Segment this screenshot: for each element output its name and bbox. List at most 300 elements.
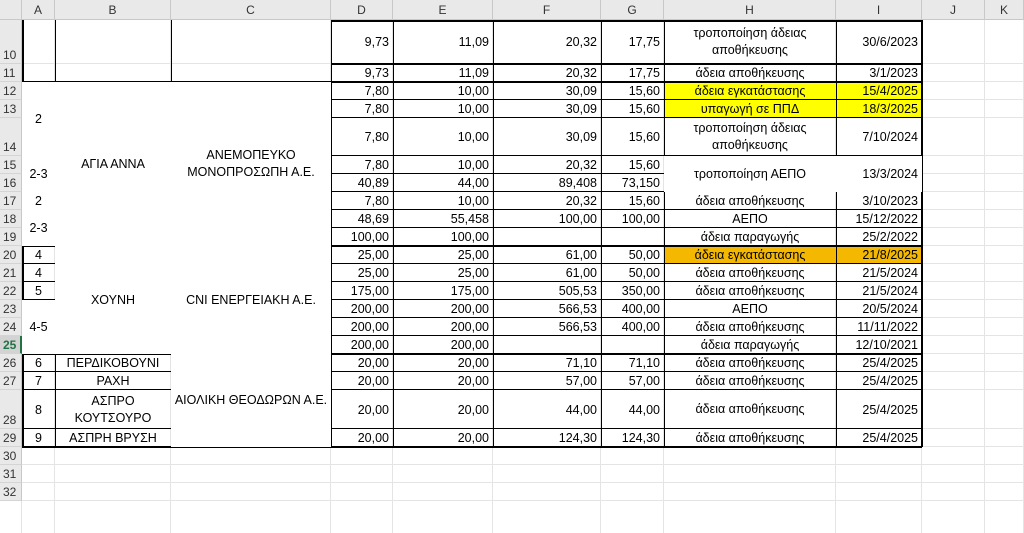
row-header-13[interactable]: 13 <box>0 100 22 118</box>
cell-d23[interactable]: 200,00 <box>350 302 389 316</box>
border-h <box>836 371 922 372</box>
cell-d15[interactable]: 7,80 <box>364 158 389 172</box>
cell-e23[interactable]: 200,00 <box>450 302 489 316</box>
border-h <box>493 317 601 318</box>
cell-e24[interactable]: 200,00 <box>450 320 489 334</box>
merged-cell-b20-b25[interactable]: ΧΟΥΝΗ <box>55 246 171 354</box>
border-h <box>664 281 836 282</box>
cell-i20[interactable]: 21/8/2025 <box>836 246 922 264</box>
cell-a21[interactable]: 4 <box>35 266 42 280</box>
border-h <box>601 173 664 174</box>
merged-cell-a15-a16[interactable]: 2-3 <box>22 156 55 192</box>
cell-g24[interactable]: 400,00 <box>621 320 660 334</box>
border-h <box>601 371 664 372</box>
border-h <box>664 428 836 429</box>
cell-g27[interactable]: 57,00 <box>628 374 660 388</box>
cell-e16[interactable]: 44,00 <box>457 176 489 190</box>
row-header-10[interactable]: 10 <box>0 20 22 64</box>
row-header-21[interactable]: 21 <box>0 264 22 282</box>
border-h <box>493 353 601 355</box>
row-header-27[interactable]: 27 <box>0 372 22 390</box>
border-h <box>22 371 55 372</box>
cell-g21[interactable]: 50,00 <box>628 266 660 280</box>
border-h <box>393 335 493 336</box>
cell-h21[interactable]: άδεια αποθήκευσης <box>695 266 805 280</box>
row-header-12[interactable]: 12 <box>0 82 22 100</box>
cell-f24[interactable]: 566,53 <box>558 320 597 334</box>
cell-i18[interactable]: 15/12/2022 <box>855 212 918 226</box>
border-h <box>331 389 393 390</box>
cell-d29[interactable]: 20,00 <box>357 431 389 445</box>
border-h <box>836 209 922 210</box>
cell-e18[interactable]: 55,458 <box>450 212 489 226</box>
border-h <box>664 227 836 228</box>
border-h <box>836 317 922 318</box>
gridline-horizontal <box>0 464 1024 465</box>
border-h <box>331 263 393 264</box>
cell-i28[interactable]: 25/4/2025 <box>862 402 918 417</box>
cell-a26[interactable]: 6 <box>35 356 42 370</box>
border-h <box>601 99 664 100</box>
cell-h18[interactable]: ΑΕΠΟ <box>732 212 768 226</box>
border-h <box>393 389 493 390</box>
cell-i22[interactable]: 21/5/2024 <box>862 284 918 298</box>
border-h <box>393 371 493 372</box>
cell-g13[interactable]: 15,60 <box>628 102 660 116</box>
border-h <box>331 173 393 174</box>
row-header-32[interactable]: 32 <box>0 483 22 501</box>
border-h <box>393 63 493 65</box>
border-h <box>331 353 393 355</box>
cell-g18[interactable]: 100,00 <box>621 212 660 226</box>
cell-h17[interactable]: άδεια αποθήκευσης <box>695 194 805 208</box>
border-h <box>836 63 922 65</box>
cell-f14[interactable]: 30,09 <box>565 130 597 144</box>
border-h <box>331 99 393 100</box>
cell-h20[interactable]: άδεια εγκατάστασης <box>664 246 836 264</box>
cell-h14[interactable]: τροποποίηση άδειας αποθήκευσης <box>693 121 807 152</box>
cell-i24[interactable]: 11/11/2022 <box>857 320 918 334</box>
border-h <box>393 155 493 156</box>
border-h <box>331 209 393 210</box>
border-h <box>55 389 171 390</box>
border-h <box>393 81 493 83</box>
row-header-11[interactable]: 11 <box>0 64 22 82</box>
row-header-28[interactable]: 28 <box>0 390 22 429</box>
cell-h29[interactable]: άδεια αποθήκευσης <box>695 431 805 445</box>
cell-i10[interactable]: 30/6/2023 <box>862 35 918 49</box>
border-h <box>493 389 601 390</box>
cell-f11[interactable]: 20,32 <box>565 66 597 80</box>
column-header-a[interactable]: A <box>22 0 55 20</box>
border-h <box>601 428 664 429</box>
cell-g20[interactable]: 50,00 <box>628 248 660 262</box>
border-v <box>664 20 665 447</box>
cell-d21[interactable]: 25,00 <box>357 266 389 280</box>
cell-f28[interactable]: 44,00 <box>565 402 597 417</box>
cell-g16[interactable]: 73,150 <box>621 176 660 190</box>
cell-i26[interactable]: 25/4/2025 <box>862 356 918 370</box>
border-h <box>836 446 922 448</box>
row-header-24[interactable]: 24 <box>0 318 22 336</box>
cell-h25[interactable]: άδεια παραγωγής <box>700 338 800 352</box>
border-h <box>331 299 393 300</box>
border-v <box>393 20 394 447</box>
cell-d13[interactable]: 7,80 <box>364 102 389 116</box>
cell-d27[interactable]: 20,00 <box>357 374 389 388</box>
cell-g15[interactable]: 15,60 <box>628 158 660 172</box>
border-h <box>393 299 493 300</box>
cell-d14[interactable]: 7,80 <box>364 130 389 144</box>
border-h <box>331 428 393 429</box>
cell-d28[interactable]: 20,00 <box>357 402 389 417</box>
border-h <box>331 317 393 318</box>
border-h <box>493 446 601 448</box>
cell-h13[interactable]: υπαγωγή σε ΠΠΔ <box>664 100 836 118</box>
border-top <box>331 20 922 22</box>
cell-f21[interactable]: 61,00 <box>565 266 597 280</box>
border-h <box>22 428 55 429</box>
column-header-j[interactable]: J <box>922 0 985 20</box>
merged-cell-a17[interactable]: 2 <box>22 192 55 210</box>
cell-g17[interactable]: 15,60 <box>628 194 660 208</box>
row-header-29[interactable]: 29 <box>0 429 22 447</box>
cell-i29[interactable]: 25/4/2025 <box>862 431 918 445</box>
cell-i11[interactable]: 3/1/2023 <box>869 66 918 80</box>
border-h <box>331 446 393 448</box>
border-h <box>601 335 664 336</box>
cell-f10[interactable]: 20,32 <box>565 35 597 49</box>
cell-g23[interactable]: 400,00 <box>621 302 660 316</box>
column-header-b[interactable]: B <box>55 0 171 20</box>
border-h <box>22 389 55 390</box>
cell-h26[interactable]: άδεια αποθήκευσης <box>695 356 805 370</box>
cell-g10[interactable]: 17,75 <box>628 35 660 49</box>
cell-d12[interactable]: 7,80 <box>364 84 389 98</box>
cell-i12[interactable]: 15/4/2025 <box>836 82 922 100</box>
select-all-corner[interactable] <box>0 0 22 20</box>
cell-f20[interactable]: 61,00 <box>565 248 597 262</box>
cell-g11[interactable]: 17,75 <box>628 66 660 80</box>
border-h <box>55 371 171 372</box>
border-h <box>664 81 836 83</box>
cell-f29[interactable]: 124,30 <box>558 431 597 445</box>
border-h <box>601 63 664 65</box>
border-h <box>664 117 836 118</box>
cell-d25[interactable]: 200,00 <box>350 338 389 352</box>
border-h <box>664 245 836 247</box>
row-header-15[interactable]: 15 <box>0 156 22 174</box>
border-h <box>493 299 601 300</box>
border-h <box>493 155 601 156</box>
cell-f18[interactable]: 100,00 <box>558 212 597 226</box>
cell-h23[interactable]: ΑΕΠΟ <box>732 302 768 316</box>
border-h <box>493 209 601 210</box>
cell-i23[interactable]: 20/5/2024 <box>862 302 918 316</box>
cell-e13[interactable]: 10,00 <box>457 102 489 116</box>
border-h <box>393 99 493 100</box>
border-h <box>393 173 493 174</box>
cell-h12[interactable]: άδεια εγκατάστασης <box>664 82 836 100</box>
cell-i21[interactable]: 21/5/2024 <box>862 266 918 280</box>
cell-d16[interactable]: 40,89 <box>357 176 389 190</box>
cell-a29[interactable]: 9 <box>35 431 42 445</box>
border-h <box>393 428 493 429</box>
border-h <box>493 263 601 264</box>
row-header-26[interactable]: 26 <box>0 354 22 372</box>
border-h <box>836 245 922 247</box>
border-h <box>493 227 601 228</box>
cell-b29[interactable]: ΑΣΠΡΗ ΒΡΥΣΗ <box>69 431 157 445</box>
cell-e25[interactable]: 200,00 <box>450 338 489 352</box>
border-h <box>493 173 601 174</box>
border-h <box>836 99 922 100</box>
cell-e19[interactable]: 100,00 <box>450 230 489 244</box>
cell-i13[interactable]: 18/3/2025 <box>836 100 922 118</box>
border-h <box>664 353 836 355</box>
row-header-18[interactable]: 18 <box>0 210 22 228</box>
merged-cell-b12-b19[interactable]: ΑΓΙΑ ΑΝΝΑ <box>55 82 171 246</box>
border-h <box>836 299 922 300</box>
cell-f13[interactable]: 30,09 <box>565 102 597 116</box>
cell-e29[interactable]: 20,00 <box>457 431 489 445</box>
column-header-c[interactable]: C <box>171 0 331 20</box>
border-h <box>393 353 493 355</box>
border-h <box>836 263 922 264</box>
border-h <box>601 191 664 192</box>
border-h <box>493 245 601 247</box>
cell-b26[interactable]: ΠΕΡΔΙΚΟΒΟΥΝΙ <box>66 356 160 370</box>
border-h <box>493 428 601 429</box>
cell-e22[interactable]: 175,00 <box>450 284 489 298</box>
border-h <box>393 281 493 282</box>
column-header-g[interactable]: G <box>601 0 664 20</box>
row-header-20[interactable]: 20 <box>0 246 22 264</box>
border-h <box>493 335 601 336</box>
border-h <box>664 99 836 100</box>
merged-cell-h15-h16[interactable]: τροποποίηση ΑΕΠΟ <box>664 156 836 192</box>
column-header-e[interactable]: E <box>393 0 493 20</box>
merged-cell-a18-a19[interactable]: 2-3 <box>22 210 55 246</box>
border-h <box>836 428 922 429</box>
border-h <box>601 389 664 390</box>
border-h <box>331 281 393 282</box>
border-h <box>331 227 393 228</box>
border-h <box>601 155 664 156</box>
border-h <box>22 263 55 264</box>
cell-f23[interactable]: 566,53 <box>558 302 597 316</box>
cell-e20[interactable]: 25,00 <box>457 248 489 262</box>
cell-f15[interactable]: 20,32 <box>565 158 597 172</box>
border-h <box>664 263 836 264</box>
cell-f22[interactable]: 505,53 <box>558 284 597 298</box>
column-header-i[interactable]: I <box>836 0 922 20</box>
border-h <box>836 353 922 355</box>
gridline-vertical <box>984 0 985 533</box>
cell-a28[interactable]: 8 <box>35 402 42 417</box>
border-v <box>921 20 923 447</box>
cell-b28[interactable]: ΑΣΠΡΟ ΚΟΥΤΣΟΥΡΟ <box>74 393 152 425</box>
row-header-14[interactable]: 14 <box>0 118 22 156</box>
row-header-31[interactable]: 31 <box>0 465 22 483</box>
cell-h11[interactable]: άδεια αποθήκευσης <box>695 66 805 80</box>
border-h <box>664 317 836 318</box>
border-h <box>393 117 493 118</box>
cell-g28[interactable]: 44,00 <box>628 402 660 417</box>
border-h <box>493 117 601 118</box>
cell-g26[interactable]: 71,10 <box>628 356 660 370</box>
cell-d19[interactable]: 100,00 <box>350 230 389 244</box>
cell-g29[interactable]: 124,30 <box>621 431 660 445</box>
merged-cell-a12-a14[interactable]: 2 <box>22 82 55 156</box>
row-header-30[interactable]: 30 <box>0 447 22 465</box>
border-h <box>331 371 393 372</box>
cell-i17[interactable]: 3/10/2023 <box>862 194 918 208</box>
border-h <box>601 81 664 83</box>
merged-cell-c26-c29[interactable]: ΑΙΟΛΙΚΗ ΘΕΟΔΩΡΩΝ Α.Ε. <box>171 354 331 447</box>
border-h <box>493 99 601 100</box>
border-h <box>331 245 393 247</box>
border-h <box>664 299 836 300</box>
cell-h22[interactable]: άδεια αποθήκευσης <box>695 284 805 298</box>
border-h <box>664 63 836 65</box>
border-h <box>664 371 836 372</box>
gridline-horizontal <box>0 482 1024 483</box>
border-h <box>393 245 493 247</box>
border-h <box>601 446 664 448</box>
border-h <box>331 81 393 83</box>
cell-b27[interactable]: ΡΑΧΗ <box>96 374 130 388</box>
cell-d26[interactable]: 20,00 <box>357 356 389 370</box>
cell-a22[interactable]: 5 <box>35 284 42 298</box>
cell-e28[interactable]: 20,00 <box>457 402 489 417</box>
cell-e12[interactable]: 10,00 <box>457 84 489 98</box>
border-h <box>393 446 493 448</box>
cell-h19[interactable]: άδεια παραγωγής <box>700 230 800 244</box>
border-h <box>601 117 664 118</box>
cell-h28[interactable]: άδεια αποθήκευσης <box>695 402 805 416</box>
cell-g14[interactable]: 15,60 <box>628 130 660 144</box>
cell-e26[interactable]: 20,00 <box>457 356 489 370</box>
border-v <box>836 20 837 447</box>
border-h <box>664 389 836 390</box>
border-h <box>331 155 393 156</box>
cell-g12[interactable]: 15,60 <box>628 84 660 98</box>
cell-f26[interactable]: 71,10 <box>565 356 597 370</box>
border-h <box>393 263 493 264</box>
border-h <box>664 335 836 336</box>
cell-a27[interactable]: 7 <box>35 374 42 388</box>
border-v <box>493 20 494 447</box>
merged-cell-a23-a25[interactable]: 4-5 <box>22 300 55 354</box>
border-h <box>493 371 601 372</box>
cell-f12[interactable]: 30,09 <box>565 84 597 98</box>
cell-h10[interactable]: τροποποίηση άδειας αποθήκευσης <box>693 26 807 57</box>
column-header-f[interactable]: F <box>493 0 601 20</box>
cell-e15[interactable]: 10,00 <box>457 158 489 172</box>
border-h <box>331 117 393 118</box>
border-h <box>22 281 55 282</box>
cell-i27[interactable]: 25/4/2025 <box>862 374 918 388</box>
border-h <box>836 81 922 83</box>
row-header-17[interactable]: 17 <box>0 192 22 210</box>
border-h <box>331 63 393 65</box>
border-h <box>331 191 393 192</box>
cell-e27[interactable]: 20,00 <box>457 374 489 388</box>
cell-e10[interactable]: 11,09 <box>458 35 489 49</box>
cell-d24[interactable]: 200,00 <box>350 320 389 334</box>
gridline-horizontal <box>0 500 1024 501</box>
cell-h24[interactable]: άδεια αποθήκευσης <box>695 320 805 334</box>
cell-d18[interactable]: 48,69 <box>357 212 389 226</box>
border-h <box>393 209 493 210</box>
border-h <box>836 117 922 118</box>
border-h <box>331 335 393 336</box>
border-v <box>601 20 602 447</box>
cell-f27[interactable]: 57,00 <box>565 374 597 388</box>
cell-e21[interactable]: 25,00 <box>457 266 489 280</box>
cell-f16[interactable]: 89,408 <box>558 176 597 190</box>
column-header-d[interactable]: D <box>331 0 393 20</box>
cell-i14[interactable]: 7/10/2024 <box>862 130 918 144</box>
border-h <box>836 227 922 228</box>
cell-a20[interactable]: 4 <box>35 248 42 262</box>
border-h <box>55 428 171 429</box>
border-h <box>493 191 601 192</box>
border-h <box>22 446 55 448</box>
merged-cell-c20-c25[interactable]: CNI ΕΝΕΡΓΕΙΑΚΗ Α.Ε. <box>171 246 331 354</box>
border-h <box>493 63 601 65</box>
border-h <box>493 281 601 282</box>
border-h <box>664 446 836 448</box>
border-h <box>601 209 664 210</box>
border-h <box>836 389 922 390</box>
cell-i25[interactable]: 12/10/2021 <box>855 338 918 352</box>
cell-g22[interactable]: 350,00 <box>621 284 660 298</box>
row-header-23[interactable]: 23 <box>0 300 22 318</box>
row-header-19[interactable]: 19 <box>0 228 22 246</box>
border-h <box>55 446 171 448</box>
cell-e14[interactable]: 10,00 <box>457 130 489 144</box>
cell-i19[interactable]: 25/2/2022 <box>862 230 918 244</box>
cell-d17[interactable]: 7,80 <box>364 194 389 208</box>
border-h <box>493 81 601 83</box>
border-h <box>601 227 664 228</box>
border-h <box>836 335 922 336</box>
cell-f17[interactable]: 20,32 <box>565 194 597 208</box>
row-header-16[interactable]: 16 <box>0 174 22 192</box>
merged-cell-c12-c19[interactable]: ΑΝΕΜΟΠΕΥΚΟ ΜΟΝΟΠΡΟΣΩΠΗ Α.Ε. <box>171 82 331 246</box>
cell-d10[interactable]: 9,73 <box>364 35 389 49</box>
border-h <box>601 299 664 300</box>
border-h <box>601 317 664 318</box>
border-h <box>601 281 664 282</box>
cell-d22[interactable]: 175,00 <box>350 284 389 298</box>
cell-h27[interactable]: άδεια αποθήκευσης <box>695 374 805 388</box>
border-h <box>836 281 922 282</box>
row-header-22[interactable]: 22 <box>0 282 22 300</box>
cell-d11[interactable]: 9,73 <box>364 66 389 80</box>
cell-d20[interactable]: 25,00 <box>357 248 389 262</box>
column-header-k[interactable]: K <box>985 0 1024 20</box>
row-header-25[interactable]: 25 <box>0 336 22 354</box>
cell-e17[interactable]: 10,00 <box>457 194 489 208</box>
border-h <box>601 353 664 355</box>
merged-cell-i15-i16[interactable]: 13/3/2024 <box>836 156 922 192</box>
cell-e11[interactable]: 11,09 <box>458 66 489 80</box>
column-header-h[interactable]: H <box>664 0 836 20</box>
border-h <box>601 245 664 247</box>
